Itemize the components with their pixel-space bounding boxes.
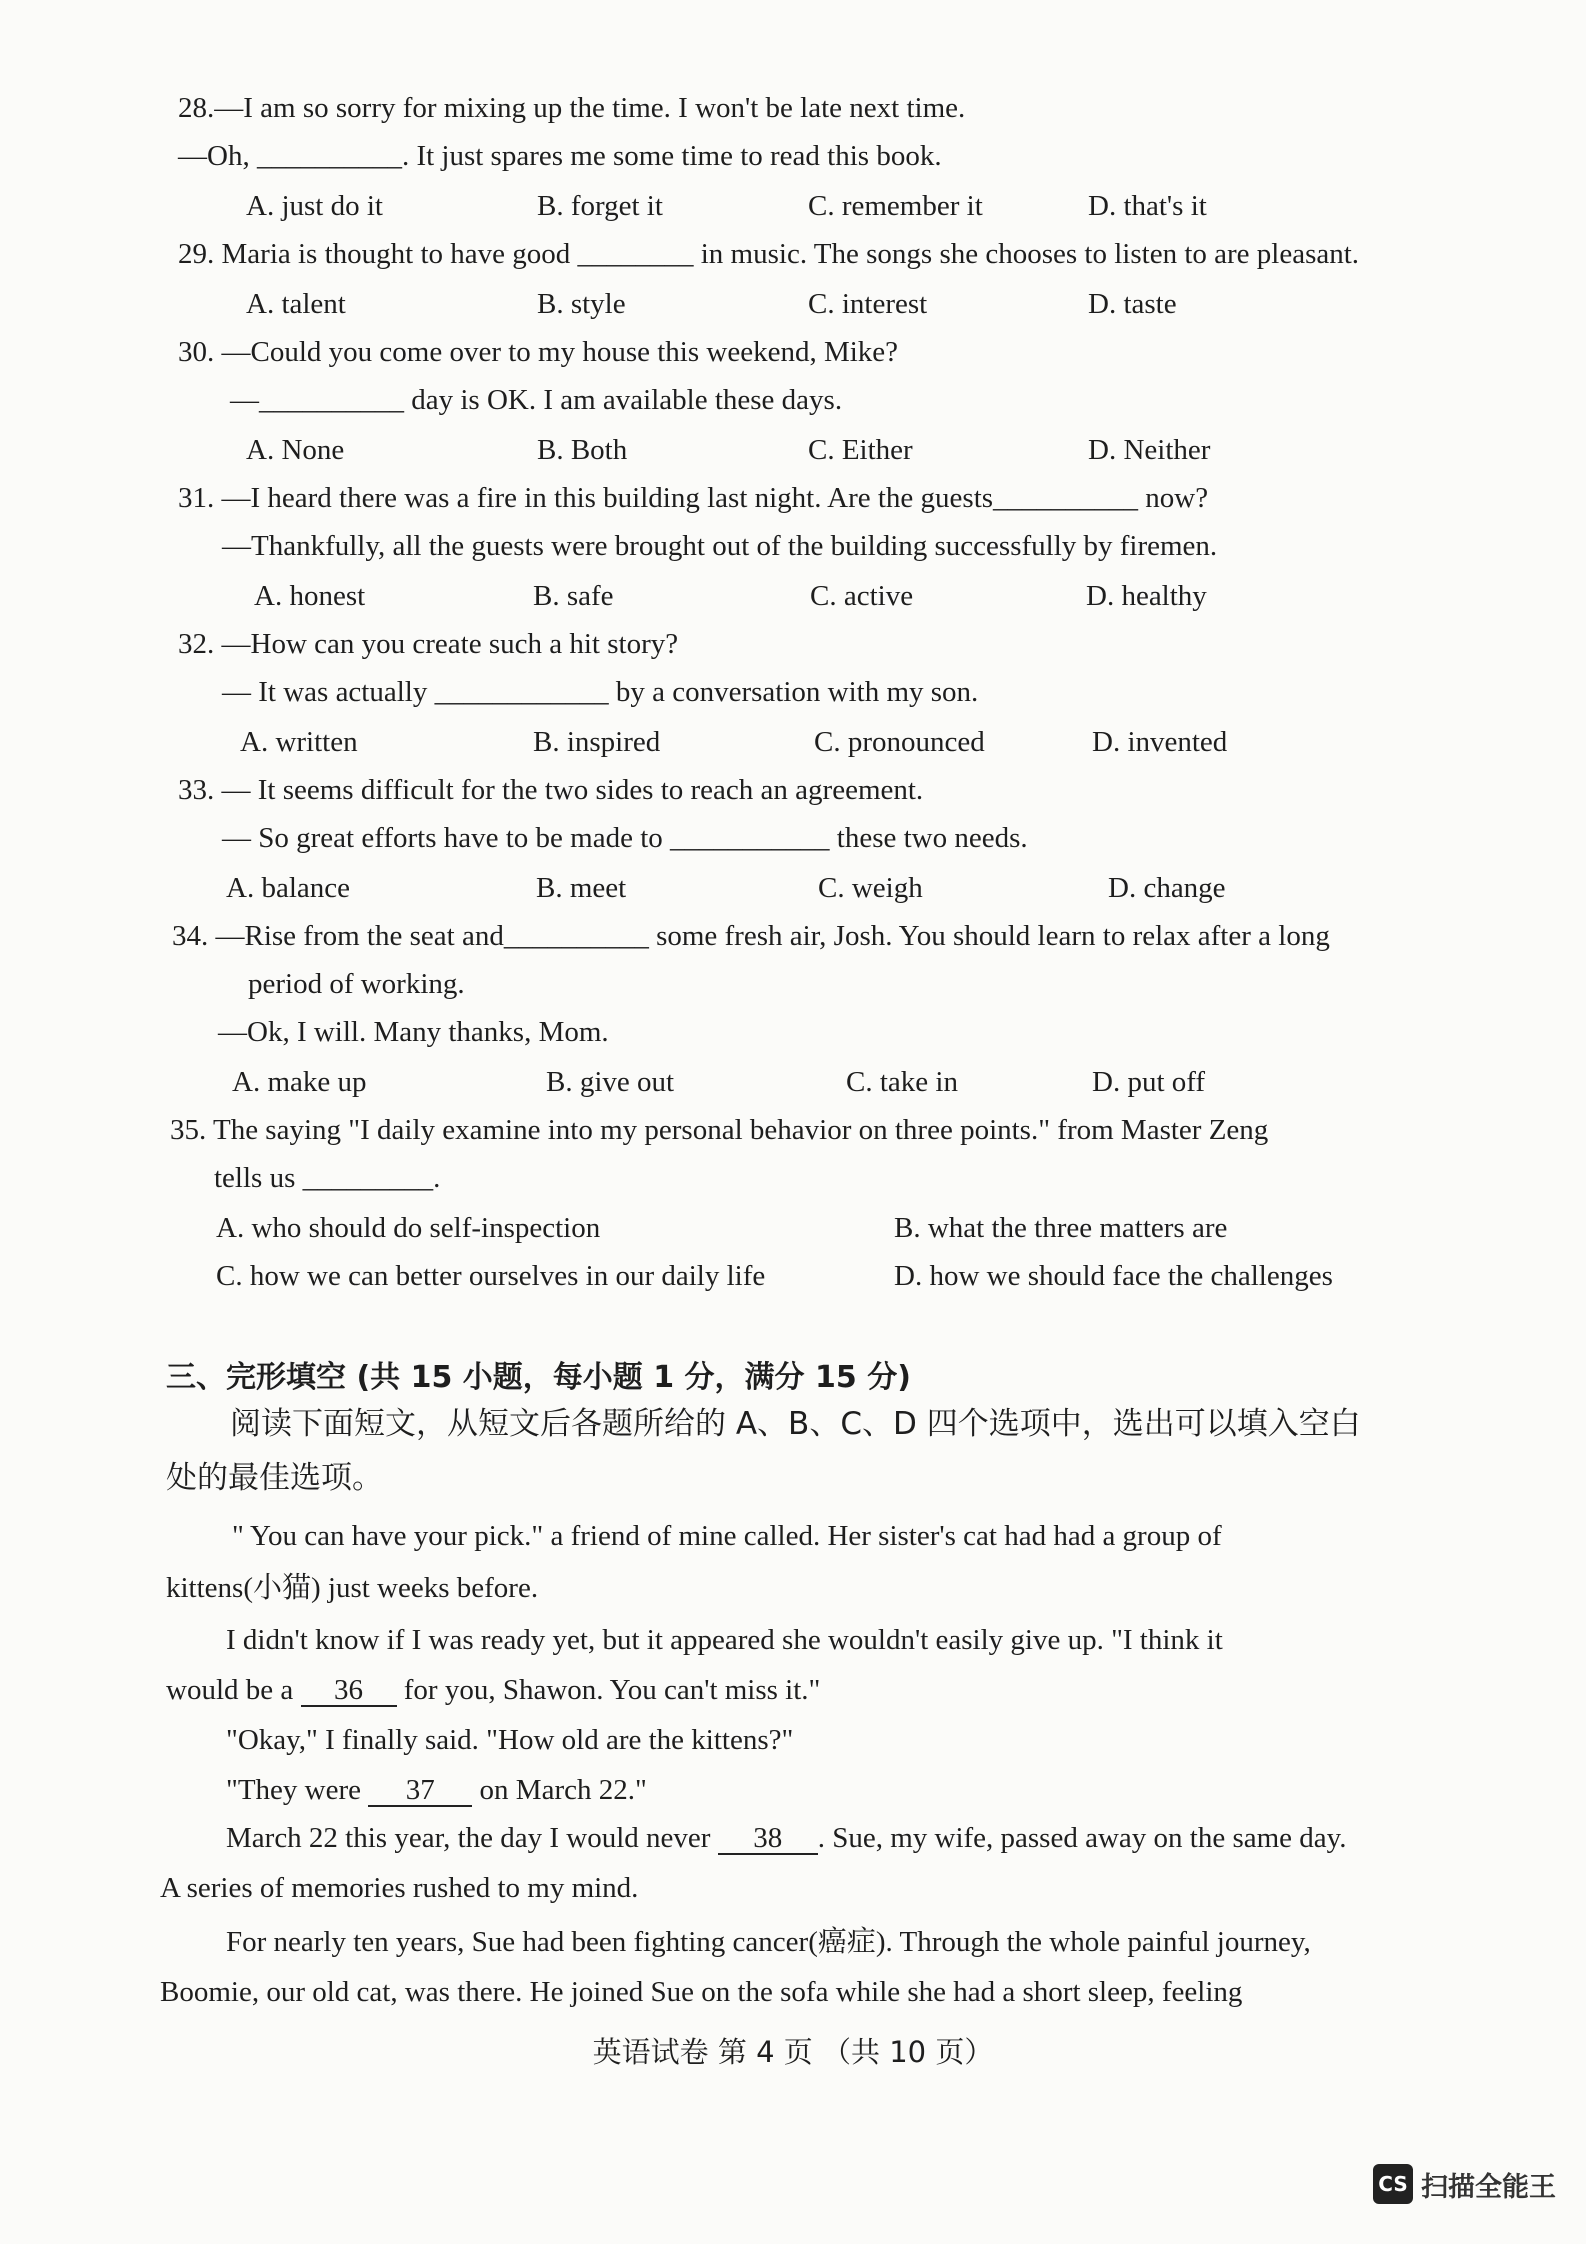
q34-line-1: 34. —Rise from the seat and__________ some fresh air, Josh. You should learn to relax after a long <box>172 920 1330 952</box>
q32-option-a: A. written <box>240 726 358 758</box>
camscanner-logo-icon: CS <box>1373 2164 1413 2204</box>
passage-p5-line-1 <box>226 1818 1347 1858</box>
q34-option-d: D. put off <box>1092 1066 1206 1098</box>
q28-line-2: —Oh, __________. It just spares me some time to read this book. <box>178 140 942 172</box>
q31-option-b: B. safe <box>533 580 614 612</box>
q33-option-d: D. change <box>1108 872 1226 904</box>
q30-line-1: 30. —Could you come over to my house this weekend, Mike? <box>178 336 899 368</box>
q28-line-1: 28.—I am so sorry for mixing up the time. I won't be late next time. <box>178 92 966 124</box>
q31-line-1: 31. —I heard there was a fire in this building last night. Are the guests__________ now? <box>178 482 1209 514</box>
q35-option-c: C. how we can better ourselves in our daily life <box>216 1260 766 1292</box>
q30-option-a: A. None <box>246 434 345 466</box>
passage-p6-line-2: Boomie, our old cat, was there. He joined Sue on the sofa while she had a short sleep, feeling <box>160 1976 1243 2008</box>
passage-p2-line-2 <box>166 1670 820 1710</box>
section-title: 三、完形填空 (共 15 小题，每小题 1 分，满分 15 分) <box>166 1360 911 1395</box>
q33-line-2: — So great efforts have to be made to ___________ these two needs. <box>222 822 1028 854</box>
q33-option-a: A. balance <box>226 872 350 904</box>
q28-option-a: A. just do it <box>246 190 383 222</box>
q29-option-a: A. talent <box>246 288 346 320</box>
q30-option-d: D. Neither <box>1088 434 1211 466</box>
q29-option-c: C. interest <box>808 288 928 320</box>
passage-p2-line-1: I didn't know if I was ready yet, but it appeared she wouldn't easily give up. "I think it <box>226 1624 1223 1656</box>
passage-p4 <box>226 1770 647 1810</box>
q32-option-b: B. inspired <box>533 726 661 758</box>
blank-36[interactable]: 36 <box>301 1675 397 1707</box>
q35-option-a: A. who should do self-inspection <box>216 1212 601 1244</box>
q33-line-1: 33. — It seems difficult for the two sides to reach an agreement. <box>178 774 924 806</box>
section-instruction-line-2: 处的最佳选项。 <box>166 1460 383 1496</box>
q32-line-1: 32. —How can you create such a hit story? <box>178 628 679 660</box>
q29-line-1: 29. Maria is thought to have good ________ in music. The songs she chooses to listen to are pleasant. <box>178 238 1360 270</box>
q29-option-b: B. style <box>537 288 626 320</box>
blank-38[interactable]: 38 <box>718 1823 818 1855</box>
q33-option-b: B. meet <box>536 872 627 904</box>
q31-option-d: D. healthy <box>1086 580 1207 612</box>
q32-option-c: C. pronounced <box>814 726 985 758</box>
section-instruction-line-1: 阅读下面短文，从短文后各题所给的 A、B、C、D 四个选项中，选出可以填入空白 <box>230 1406 1361 1442</box>
q31-option-c: C. active <box>810 580 914 612</box>
q28-option-d: D. that's it <box>1088 190 1207 222</box>
passage-p2-pre: would be a <box>166 1674 301 1706</box>
q31-line-2: —Thankfully, all the guests were brought out of the building successfully by firemen. <box>222 530 1218 562</box>
q35-line-2: tells us _________. <box>214 1162 441 1194</box>
q32-line-2: — It was actually ____________ by a conversation with my son. <box>222 676 979 708</box>
q30-option-c: C. Either <box>808 434 913 466</box>
passage-p4-pre: "They were <box>226 1774 369 1806</box>
page-footer: 英语试卷 第 4 页 （共 10 页） <box>592 2035 994 2069</box>
q34-line-2: period of working. <box>248 968 465 1000</box>
scanner-watermark <box>1373 2164 1556 2204</box>
q29-option-d: D. taste <box>1088 288 1177 320</box>
q28-option-b: B. forget it <box>537 190 663 222</box>
q35-option-b: B. what the three matters are <box>894 1212 1228 1244</box>
q30-line-2: —__________ day is OK. I am available these days. <box>230 384 843 416</box>
q35-line-1: 35. The saying "I daily examine into my personal behavior on three points." from Master Zeng <box>170 1114 1269 1146</box>
passage-p5-pre: March 22 this year, the day I would never <box>226 1822 718 1854</box>
q30-option-b: B. Both <box>537 434 628 466</box>
passage-p2-post: for you, Shawon. You can't miss it." <box>396 1674 821 1706</box>
passage-p5-post: . Sue, my wife, passed away on the same day. <box>817 1822 1347 1854</box>
watermark-text: 扫描全能王 <box>1421 2171 1556 2203</box>
passage-p6-line-1: For nearly ten years, Sue had been fighting cancer(癌症). Through the whole painful journey, <box>226 1926 1311 1958</box>
q28-option-c: C. remember it <box>808 190 983 222</box>
passage-p1-line-2: kittens(小猫) just weeks before. <box>166 1572 539 1604</box>
q35-option-d: D. how we should face the challenges <box>894 1260 1333 1292</box>
blank-37[interactable]: 37 <box>368 1775 472 1807</box>
passage-p1-line-1: " You can have your pick." a friend of mine called. Her sister's cat had had a group of <box>232 1520 1222 1552</box>
passage-p3: "Okay," I finally said. "How old are the kittens?" <box>226 1724 794 1756</box>
q34-option-b: B. give out <box>546 1066 675 1098</box>
q34-line-3: —Ok, I will. Many thanks, Mom. <box>218 1016 609 1048</box>
q33-option-c: C. weigh <box>818 872 923 904</box>
passage-p4-post: on March 22." <box>472 1774 647 1806</box>
q34-option-a: A. make up <box>232 1066 367 1098</box>
q34-option-c: C. take in <box>846 1066 958 1098</box>
passage-p5-line-2: A series of memories rushed to my mind. <box>160 1872 639 1904</box>
q32-option-d: D. invented <box>1092 726 1228 758</box>
q31-option-a: A. honest <box>254 580 366 612</box>
